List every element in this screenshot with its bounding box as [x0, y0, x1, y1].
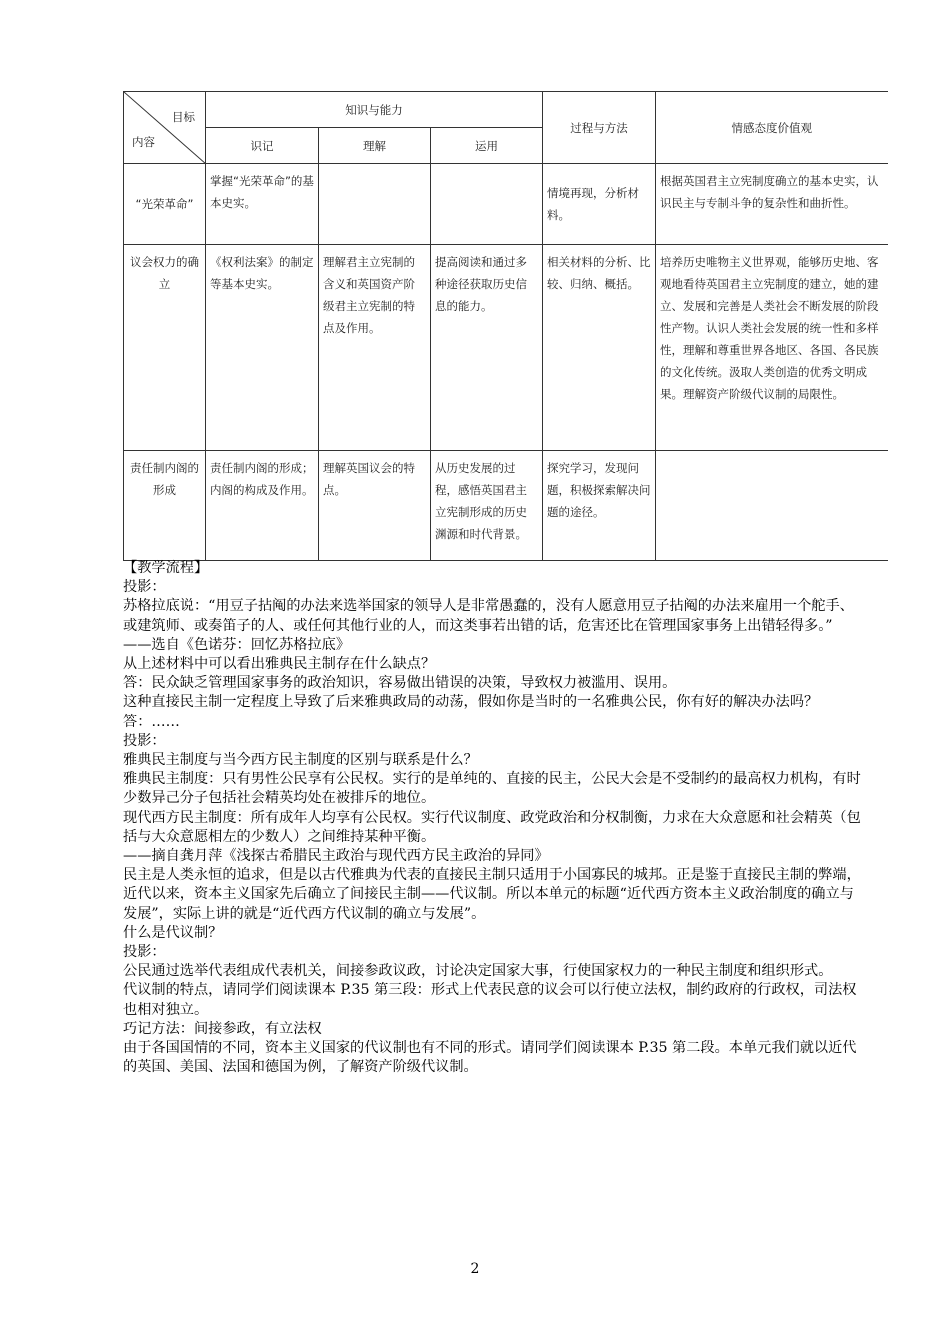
cell-memorize: 掌握“光荣革命”的基本史实。 [206, 164, 319, 245]
paragraph: 这种直接民主制一定程度上导致了后来雅典政局的动荡，假如你是当时的一名雅典公民，你有好的解决办法吗？ [123, 694, 819, 711]
table-row [124, 451, 888, 561]
cell-emotion: 培养历史唯物主义世界观，能够历史地、客观地看待英国君主立宪制度的建立，她的建立、发展和完善是人类社会不断发展的阶段性产物。认识人类社会发展的统一性和多样性，理解和尊重世界各地区、各国、各民族的文化传统。汲取人类创造的优秀文明成果。理解资产阶级代议制的局限性。 [656, 245, 888, 451]
cell-emotion: 根据英国君主立宪制度确立的基本史实，认识民主与专制斗争的复杂性和曲折性。 [656, 164, 888, 245]
cell-understand [319, 164, 431, 245]
row-label: “光荣革命” [124, 164, 206, 245]
paragraph: 民主是人类永恒的追求，但是以古代雅典为代表的直接民主制只适用于小国寡民的城邦。正是鉴于直接民主制的弊端，近代以来，资本主义国家先后确立了间接民主制——代议制。所以本单元的标题“近代西方资本主义政治制度的确立与发展”，实际上讲的就是“近代西方代议制的确立与发展”。 [123, 867, 861, 922]
cell-memorize: 《权利法案》的制定等基本史实。 [206, 245, 319, 451]
subheader-memorize: 识记 [206, 128, 319, 164]
diagonal-line [124, 92, 206, 164]
subheader-understand: 理解 [319, 128, 431, 164]
header-content-label: 内容 [132, 135, 155, 149]
header-process: 过程与方法 [543, 92, 656, 164]
paragraph: ——摘自龚月萍《浅探古希腊民主政治与现代西方民主政治的异同》 [123, 848, 549, 865]
cell-process: 探究学习，发现问题，积极探索解决问题的途径。 [543, 451, 656, 561]
paragraph: 公民通过选举代表组成代表机关，间接参政议政，讨论决定国家大事，行使国家权力的一种民主制度和组织形式。 [123, 963, 833, 980]
paragraph: 由于各国国情的不同，资本主义国家的代议制也有不同的形式。请同学们阅读课本 P.35 第二段。本单元我们就以近代的英国、美国、法国和德国为例，了解资产阶级代议制。 [123, 1040, 857, 1076]
cell-apply [431, 164, 543, 245]
paragraph: 巧记方法：间接参政，有立法权 [123, 1020, 322, 1037]
paragraph: 什么是代议制？ [123, 924, 223, 941]
paragraph: 从上述材料中可以看出雅典民主制存在什么缺点？ [123, 656, 436, 673]
section-heading: 【教学流程】 [123, 560, 209, 576]
lesson-text [123, 559, 865, 1077]
header-target-label: 目标 [172, 110, 195, 124]
row-label: 责任制内阁的形成 [124, 451, 206, 561]
cell-emotion [656, 451, 888, 561]
header-emotion: 情感态度价值观 [656, 92, 888, 164]
paragraph: 投影： [123, 944, 166, 961]
teaching-goals-table [123, 91, 888, 561]
header-knowledge: 知识与能力 [206, 92, 543, 128]
paragraph: 答：…… [123, 713, 180, 730]
paragraph: 现代西方民主制度：所有成年人均享有公民权。实行代议制度、政党政治和分权制衡，力求在大众意愿和社会精英（包括与大众意愿相左的少数人）之间维持某种平衡。 [123, 809, 861, 845]
cell-apply: 提高阅读和通过多种途径获取历史信息的能力。 [431, 245, 543, 451]
header-diagonal-cell [124, 92, 206, 164]
cell-apply: 从历史发展的过程，感悟英国君主立宪制形成的历史渊源和时代背景。 [431, 451, 543, 561]
paragraph: 雅典民主制度与当今西方民主制度的区别与联系是什么？ [123, 752, 478, 769]
paragraph: 苏格拉底说：“用豆子拈阄的办法来选举国家的领导人是非常愚蠢的，没有人愿意用豆子拈阄的办法来雇用一个舵手、或建筑师、或奏笛子的人、或任何其他行业的人，而这类事若出错的话，危害还比在管理国家事务上出错轻得多。” [123, 598, 854, 634]
paragraph: 雅典民主制度：只有男性公民享有公民权。实行的是单纯的、直接的民主，公民大会是不受制约的最高权力机构，有时少数异己分子包括社会精英均处在被排斥的地位。 [123, 771, 861, 807]
cell-process: 相关材料的分析、比较、归纳、概括。 [543, 245, 656, 451]
page-number: 2 [470, 1261, 480, 1277]
paragraph: 答：民众缺乏管理国家事务的政治知识，容易做出错误的决策，导致权力被滥用、误用。 [123, 675, 677, 692]
paragraph: 投影： [123, 732, 166, 749]
subheader-apply: 运用 [431, 128, 543, 164]
paragraph: ——选自《色诺芬：回忆苏格拉底》 [123, 636, 351, 653]
row-label: 议会权力的确立 [124, 245, 206, 451]
cell-process: 情境再现，分析材料。 [543, 164, 656, 245]
cell-memorize: 责任制内阁的形成；内阁的构成及作用。 [206, 451, 319, 561]
paragraph: 代议制的特点，请同学们阅读课本 P.35 第三段：形式上代表民意的议会可以行使立法权，制约政府的行政权，司法权也相对独立。 [123, 982, 857, 1018]
table-row [124, 164, 888, 245]
cell-understand: 理解君主立宪制的含义和英国资产阶级君主立宪制的特点及作用。 [319, 245, 431, 451]
cell-understand: 理解英国议会的特点。 [319, 451, 431, 561]
paragraph: 投影： [123, 579, 166, 596]
table-row [124, 245, 888, 451]
